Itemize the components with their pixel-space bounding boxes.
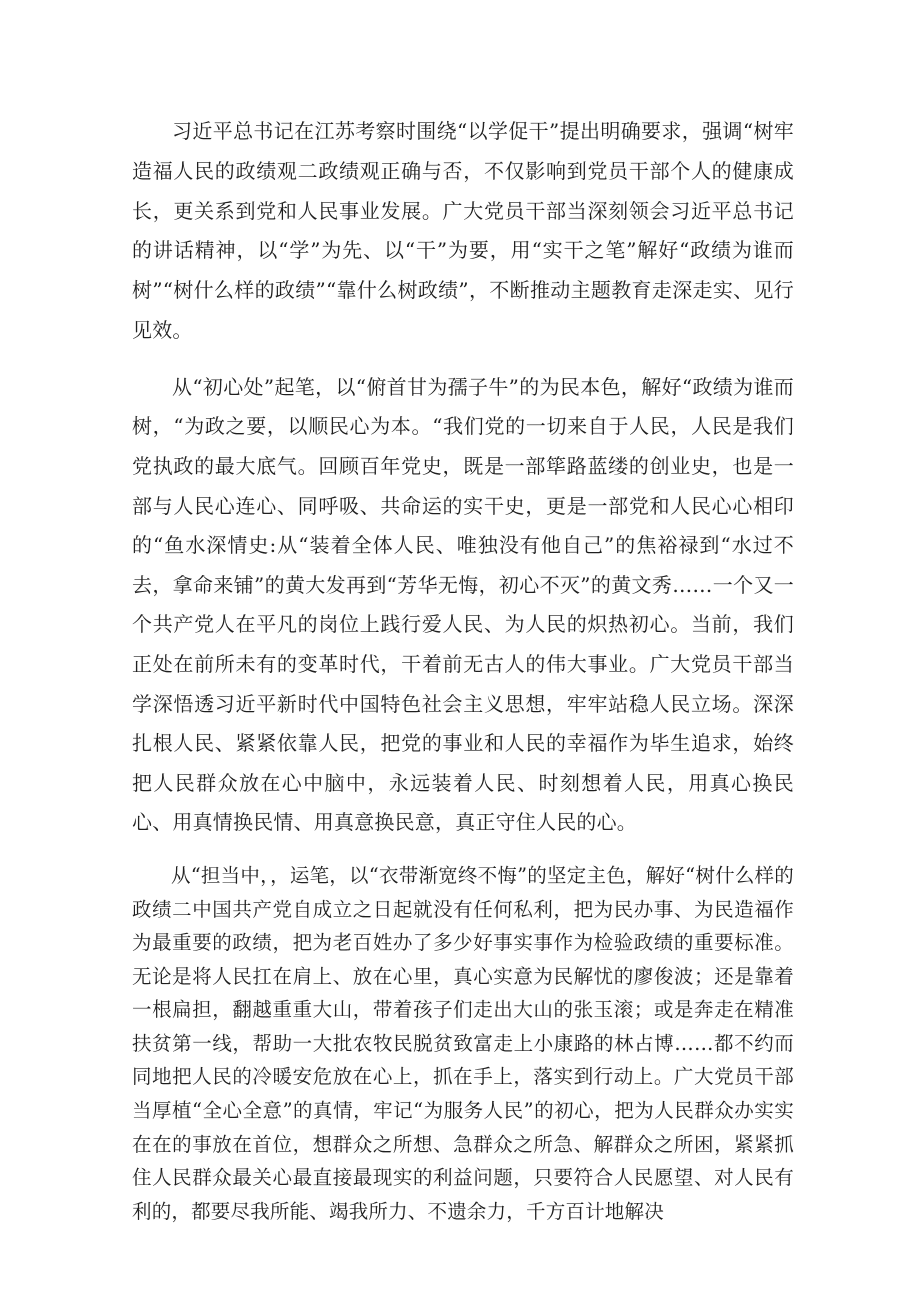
paragraph-1: 习近平总书记在江苏考察时围绕“以学促干”提出明确要求，强调“树牢造福人民的政绩观二政绩观正确与否，不仅影响到党员干部个人的健康成长，更关系到党和人民事业发展。广大党员干部当深刻领会习近平总书记的讲话精神，以“学”为先、以“干”为要，用“实干之笔”解好“政绩为谁而树”“树什么样的政绩”“靠什么树政绩”，不断推动主题教育走深走实、见行见效。 — [132, 119, 794, 342]
document-body — [132, 112, 794, 1228]
paragraph-2: 从“初心处”起笔，以“俯首甘为孺子牛”的为民本色，解好“政绩为谁而树，“为政之要，以顺民心为本。“我们党的一切来自于人民，人民是我们党执政的最大底气。回顾百年党史，既是一部筚路蓝缕的创业史，也是一部与人民心连心、同呼吸、共命运的实干史，更是一部党和人民心心相印的“鱼水深情史:从“装着全体人民、唯独没有他自己”的焦裕禄到“水过不去，拿命来铺”的黄大发再到“芳华无悔，初心不灭”的黄文秀……一个又一个共产党人在平凡的岗位上践行爱人民、为人民的炽热初心。当前，我们正处在前所未有的变革时代，干着前无古人的伟大事业。广大党员干部当学深悟透习近平新时代中国特色社会主义思想，牢牢站稳人民立场。深深扎根人民、紧紧依靠人民，把党的事业和人民的幸福作为毕生追求，始终把人民群众放在心中脑中，永远装着人民、时刻想着人民，用真心换民心、用真情换民情、用真意换民意，真正守住人民的心。 — [132, 374, 794, 835]
paragraph-3: 从“担当中，，运笔，以“衣带渐宽终不悔”的坚定主色，解好“树什么样的政绩二中国共产党自成立之日起就没有任何私利，把为民办事、为民造福作为最重要的政绩，把为老百姓办了多少好事实事作为检验政绩的重要标准。无论是将人民扛在肩上、放在心里，真心实意为民解忧的廖俊波；还是靠着一根扁担，翻越重重大山，带着孩子们走出大山的张玉滚；或是奔走在精准扶贫第一线，帮助一大批农牧民脱贫致富走上小康路的林占博……都不约而同地把人民的冷暖安危放在心上，抓在手上，落实到行动上。广大党员干部当厚植“全心全意”的真情，牢记“为服务人民”的初心，把为人民群众办实实在在的事放在首位，想群众之所想、急群众之所急、解群众之所困，紧紧抓住人民群众最关心最直接最现实的利益问题，只要符合人民愿望、对人民有利的，都要尽我所能、竭我所力、不遗余力，千方百计地解决 — [132, 863, 794, 1223]
